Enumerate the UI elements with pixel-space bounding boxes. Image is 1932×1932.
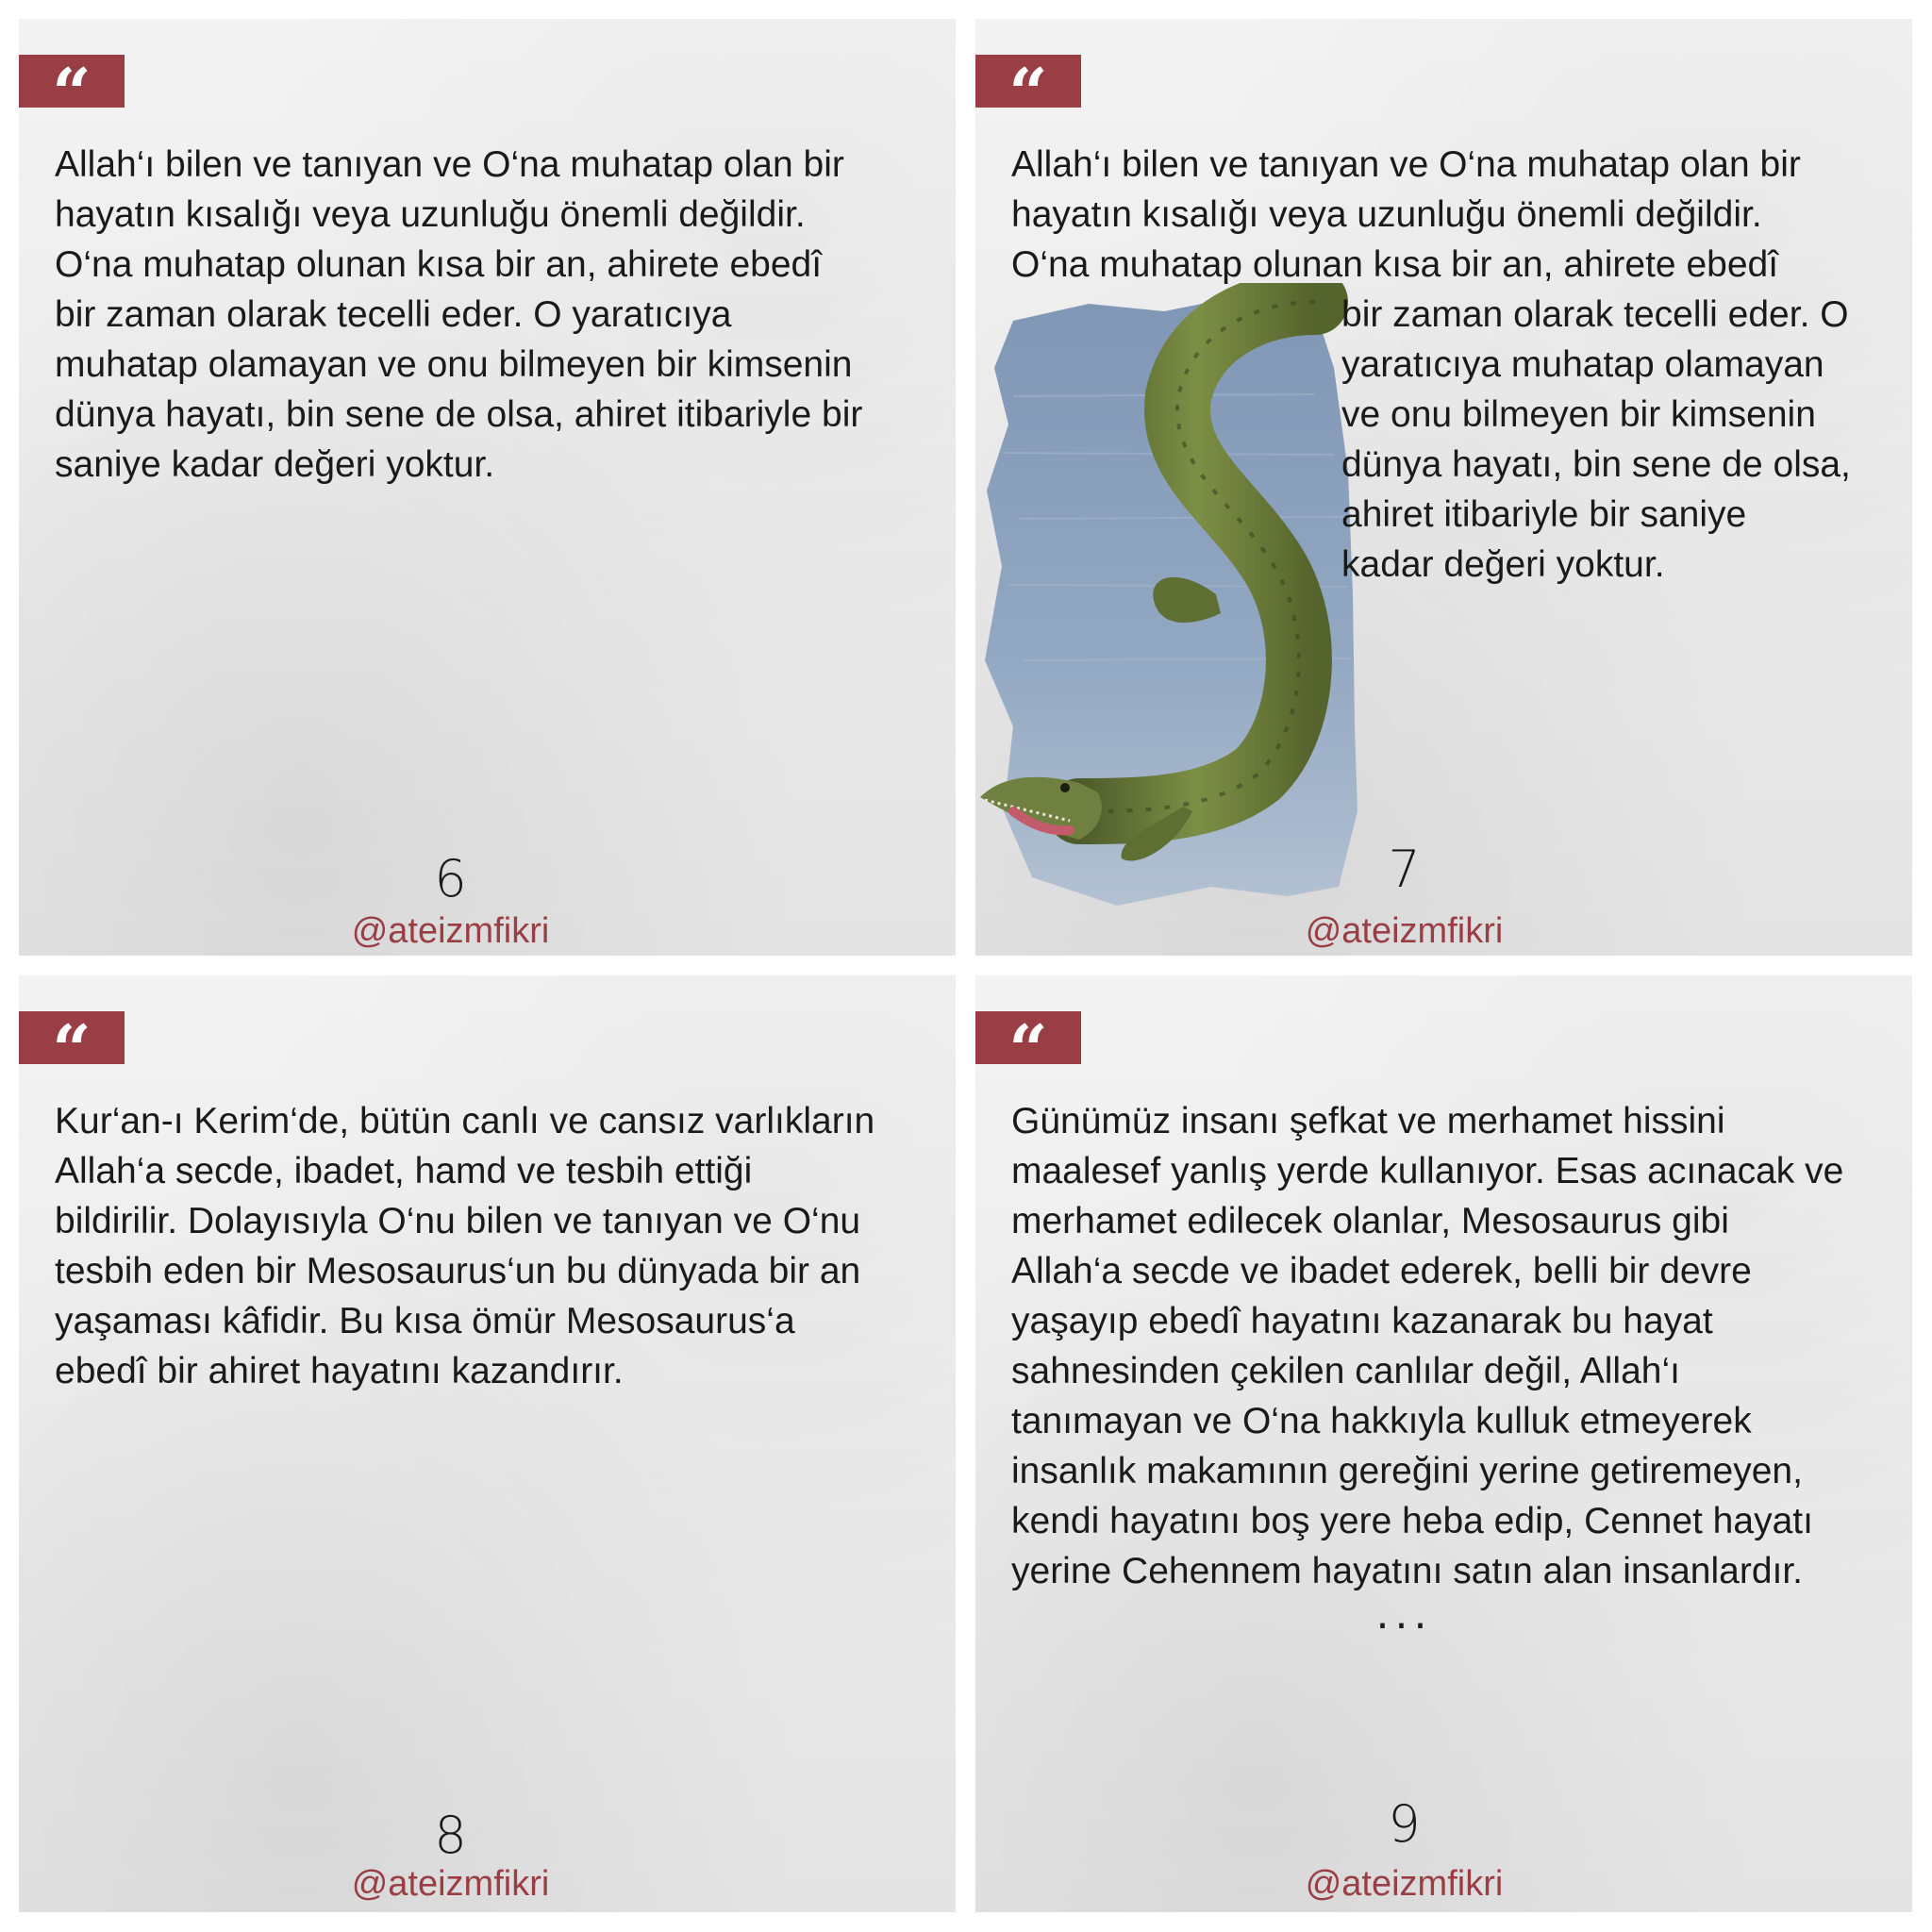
page-number: 8 (434, 1806, 467, 1865)
slide-text-top: Allah‘ı bilen ve tanıyan ve O‘na muhatap olan bir hayatın kısalığı veya uzunluğu önemli değildir. O‘na muhatap olunan kısa bir an, ahirete ebedî (1011, 144, 1801, 285)
quote-mark: “ (1008, 1009, 1048, 1090)
slide-card-7 (975, 19, 1912, 956)
social-handle: @ateizmfikri (1305, 1864, 1504, 1904)
slide-text: Günümüz insanı şefkat ve merhamet hissini maalesef yanlış yerde kullanıyor. Esas acınacak ve merhamet edilecek olanlar, Mesosaurus gibi Allah‘a secde ve ibadet ederek, belli bir devre yaşayıp ebedî hayatını kazanarak bu hayat sahnesinden çekilen canlılar değil, Allah‘ı tanımayan ve O‘na hakkıyla kulluk etmeyerek insanlık makamının gereğini yerine getiremeyen, kendi hayatını boş yere heba edip, Cennet hayatı yerine Cehennem hayatını satın alan insanlardır. (1011, 1101, 1844, 1591)
slide-card-6 (19, 19, 956, 956)
continuation-ellipsis: ... (1375, 1591, 1433, 1639)
quote-icon (19, 1009, 125, 1090)
slide-card-8 (19, 975, 956, 1912)
quote-mark: “ (1008, 53, 1048, 133)
slide-text: Allah‘ı bilen ve tanıyan ve O‘na muhatap olan bir hayatın kısalığı veya uzunluğu önemli değildir. O‘na muhatap olunan kısa bir an, ahirete ebedî bir zaman olarak tecelli eder. O yaratıcıya muhatap olamayan ve onu bilmeyen bir kimsenin dünya hayatı, bin sene de olsa, ahiret itibariyle bir saniye kadar değeri yoktur. (55, 144, 863, 485)
page-number: 6 (434, 849, 467, 908)
page-number: 7 (1388, 840, 1421, 899)
mesosaurus-illustration (975, 283, 1372, 906)
quote-mark: “ (52, 1009, 92, 1090)
slide-text-wrap: bir zaman olarak tecelli eder. O yaratıcıya muhatap olamayan ve onu bilmeyen bir kimsenin dünya hayatı, bin sene de olsa, ahiret itibariyle bir saniye kadar değeri yoktur. (1341, 294, 1851, 585)
slide-text: Kur‘an-ı Kerim‘de, bütün canlı ve cansız varlıkların Allah‘a secde, ibadet, hamd ve tesbih ettiği bildirilir. Dolayısıyla O‘nu bilen ve tanıyan ve O‘nu tesbih eden bir Mesosaurus‘un bu dünyada bir an yaşaması kâfidir. Bu kısa ömür Mesosaurus‘a ebedî bir ahiret hayatını kazandırır. (55, 1101, 875, 1391)
slide-card-9 (975, 975, 1912, 1912)
quote-mark: “ (52, 53, 92, 133)
quote-icon (975, 53, 1081, 133)
social-handle: @ateizmfikri (1305, 911, 1504, 951)
social-handle: @ateizmfikri (351, 1864, 550, 1904)
quote-icon (19, 53, 125, 133)
page-number: 9 (1388, 1794, 1421, 1854)
social-handle: @ateizmfikri (351, 911, 550, 951)
quote-icon (975, 1009, 1081, 1090)
